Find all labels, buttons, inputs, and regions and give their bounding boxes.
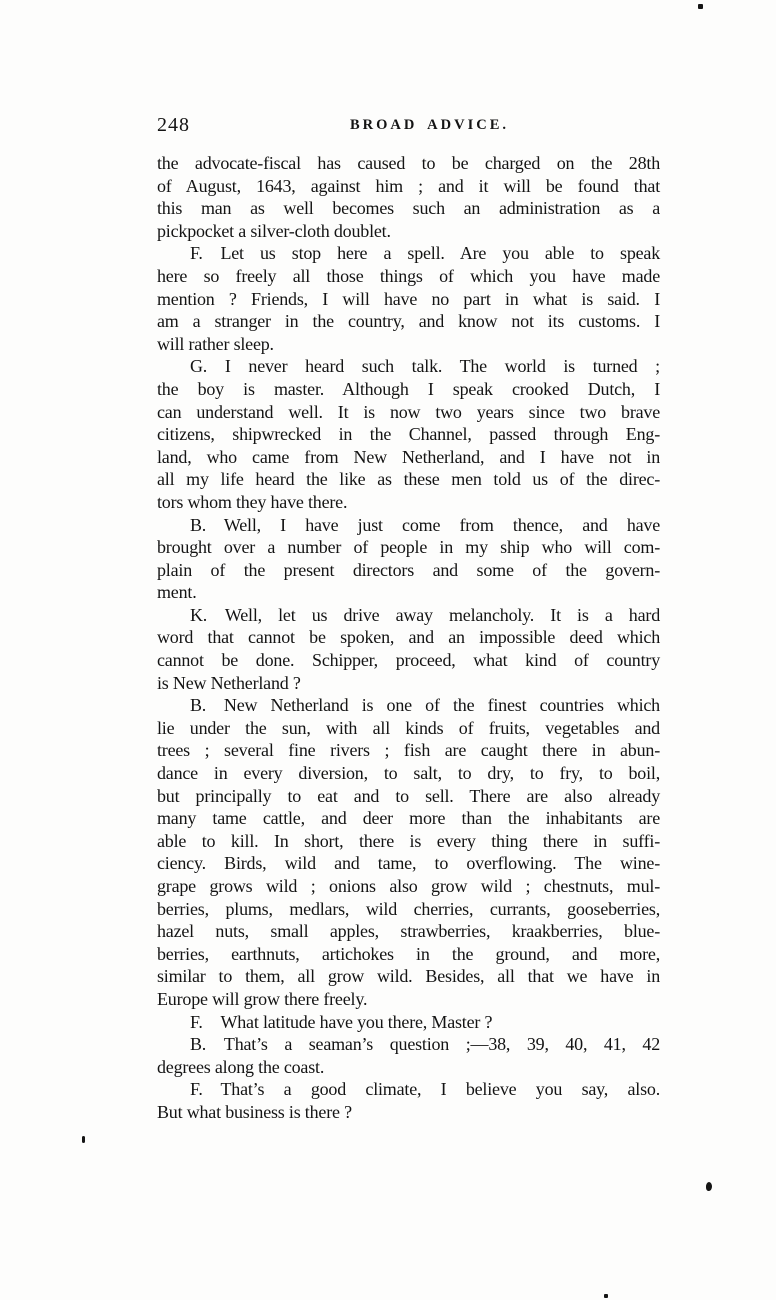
text-line: but principally to eat and to sell. There are also already bbox=[157, 785, 660, 806]
text-line: degrees along the coast. bbox=[157, 1056, 325, 1077]
text-line: the boy is master. Although I speak crooked Dutch, I bbox=[157, 378, 660, 399]
text-line: here so freely all those things of which you have made bbox=[157, 265, 660, 286]
ink-speck bbox=[604, 1294, 608, 1298]
text-line: berries, earthnuts, artichokes in the ground, and more, bbox=[157, 943, 660, 964]
page-body bbox=[157, 152, 660, 1124]
paragraph bbox=[157, 1078, 660, 1123]
paragraph bbox=[157, 1011, 660, 1034]
text-line: pickpocket a silver-cloth doublet. bbox=[157, 220, 391, 241]
text-line: cannot be done. Schipper, proceed, what kind of country bbox=[157, 650, 660, 671]
text-line: of August, 1643, against him ; and it will be found that bbox=[157, 175, 660, 196]
text-line: similar to them, all grow wild. Besides, all that we have in bbox=[157, 966, 660, 987]
text-line: F. That’s a good climate, I believe you say, also. bbox=[190, 1079, 660, 1100]
paragraph bbox=[157, 152, 660, 242]
text-line: tors whom they have there. bbox=[157, 491, 348, 512]
running-title: BROAD ADVICE. bbox=[349, 117, 509, 133]
ink-speck bbox=[698, 4, 703, 9]
text-line: plain of the present directors and some of the govern- bbox=[157, 559, 660, 580]
text-line: ciency. Birds, wild and tame, to overflowing. The wine- bbox=[157, 853, 660, 874]
text-line: can understand well. It is now two years since two brave bbox=[157, 401, 660, 422]
text-line: F. Let us stop here a spell. Are you able to speak bbox=[190, 243, 660, 264]
text-line: But what business is there ? bbox=[157, 1101, 352, 1122]
text-line: land, who came from New Netherland, and I have not in bbox=[157, 446, 660, 467]
text-line: dance in every diversion, to salt, to dry, to fry, to boil, bbox=[157, 763, 660, 784]
text-line: B. That’s a seaman’s question ;—38, 39, 40, 41, 42 bbox=[190, 1034, 660, 1055]
page-number: 248 bbox=[157, 114, 190, 136]
text-line: ment. bbox=[157, 582, 197, 603]
paragraph bbox=[157, 604, 660, 694]
running-header bbox=[157, 114, 660, 138]
text-line: B. Well, I have just come from thence, and have bbox=[190, 514, 660, 535]
ink-speck bbox=[82, 1136, 85, 1143]
text-line: word that cannot be spoken, and an impossible deed which bbox=[157, 627, 660, 648]
text-line: mention ? Friends, I will have no part in what is said. I bbox=[157, 288, 660, 309]
text-line: will rather sleep. bbox=[157, 333, 274, 354]
text-line: berries, plums, medlars, wild cherries, currants, gooseberries, bbox=[157, 898, 660, 919]
text-line: hazel nuts, small apples, strawberries, kraakberries, blue- bbox=[157, 921, 660, 942]
text-line: B. New Netherland is one of the finest countries which bbox=[190, 695, 660, 716]
text-line: able to kill. In short, there is every thing there in suffi- bbox=[157, 830, 660, 851]
text-line: many tame cattle, and deer more than the inhabitants are bbox=[157, 808, 660, 829]
text-line: trees ; several fine rivers ; fish are caught there in abun- bbox=[157, 740, 660, 761]
text-line: F. What latitude have you there, Master ? bbox=[190, 1011, 493, 1032]
paragraph bbox=[157, 242, 660, 355]
paragraph bbox=[157, 514, 660, 604]
paragraph bbox=[157, 694, 660, 1010]
text-line: the advocate-fiscal has caused to be charged on the 28th bbox=[157, 153, 660, 173]
text-line: am a stranger in the country, and know not its customs. I bbox=[157, 311, 660, 332]
text-line: this man as well becomes such an administration as a bbox=[157, 198, 660, 219]
text-line: Europe will grow there freely. bbox=[157, 988, 368, 1009]
text-line: citizens, shipwrecked in the Channel, passed through Eng- bbox=[157, 424, 660, 445]
text-line: is New Netherland ? bbox=[157, 672, 301, 693]
text-line: lie under the sun, with all kinds of fruits, vegetables and bbox=[157, 717, 660, 738]
text-line: brought over a number of people in my ship who will com- bbox=[157, 537, 660, 558]
text-line: G. I never heard such talk. The world is turned ; bbox=[190, 356, 660, 377]
text-line: grape grows wild ; onions also grow wild ; chestnuts, mul- bbox=[157, 876, 660, 896]
text-line: K. Well, let us drive away melancholy. It is a hard bbox=[190, 604, 660, 625]
paragraph bbox=[157, 355, 660, 513]
text-line: all my life heard the like as these men told us of the direc- bbox=[157, 469, 660, 490]
paragraph bbox=[157, 1033, 660, 1078]
ink-speck bbox=[706, 1182, 712, 1191]
